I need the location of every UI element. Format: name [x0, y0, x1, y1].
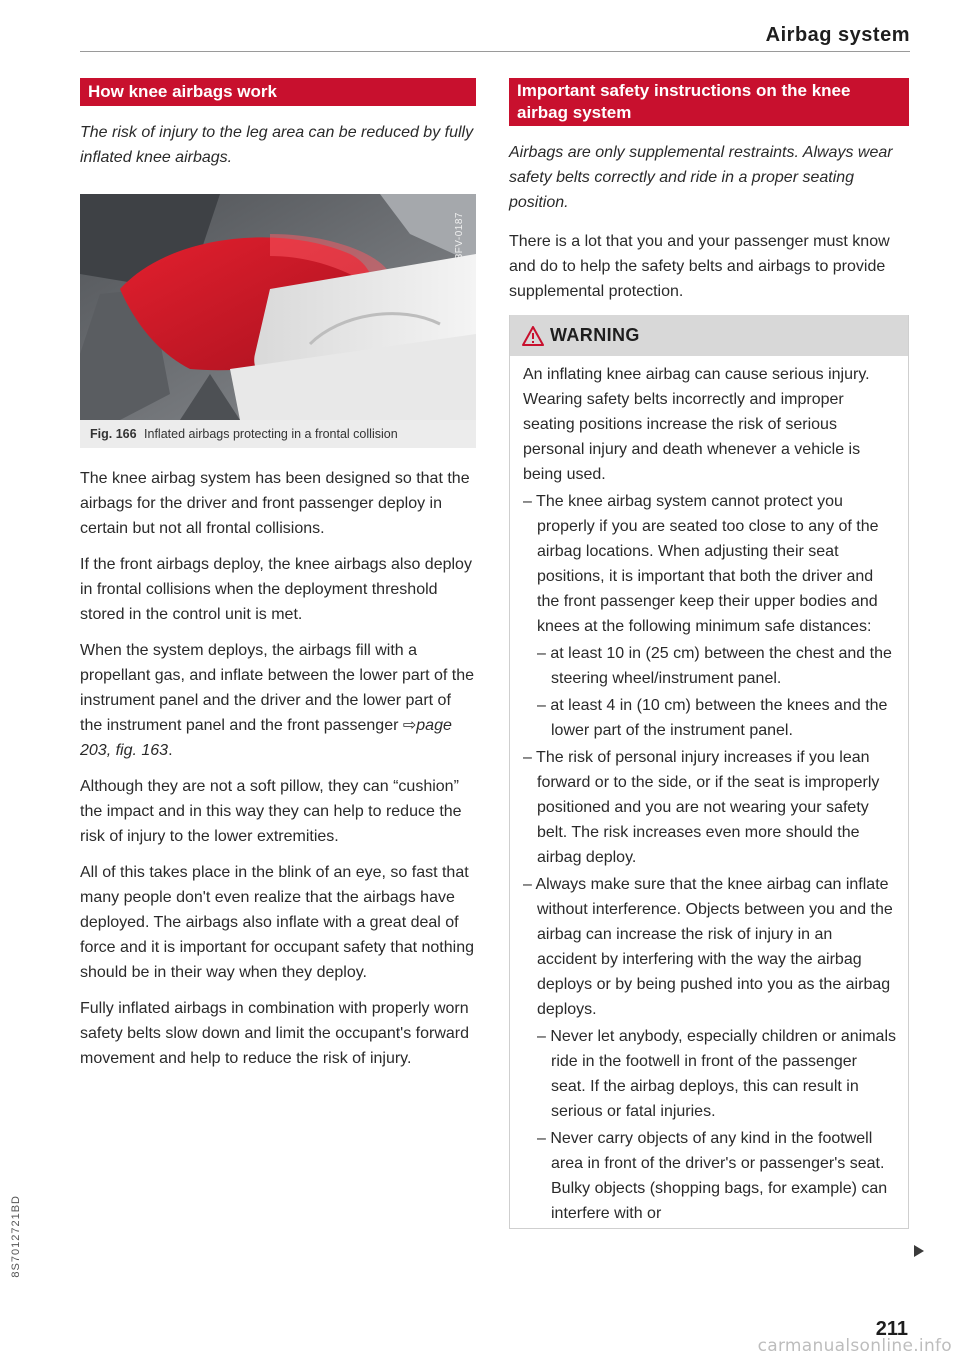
warning-bullet: – The knee airbag system cannot protect you properly if you are seated too close to any of the airbag locations. When adjusting their seat positions, it is important that both the driver and the front passenger keep their upper bodies and knees at the following minimum safe distances:: [523, 493, 879, 635]
section-intro: Airbags are only supplemental restraints. Always wear safety belts correctly and ride in a proper seating position.: [509, 144, 893, 211]
warning-body: [510, 356, 908, 1226]
paragraph: Fully inflated airbags in combination with properly worn safety belts slow down and limit the occupant's forward movement and help to reduce the risk of injury.: [80, 1000, 470, 1067]
right-column: [509, 78, 909, 1229]
paragraph-text: When the system deploys, the airbags fill with a propellant gas, and inflate between the lower part of the instrument panel and the driver and the lower part of the instrument panel and the front passenger: [80, 642, 475, 734]
warning-subbullet: – Never let anybody, especially children or animals ride in the footwell in front of the passenger seat. If the airbag deploys, this can result in serious or fatal injuries.: [537, 1028, 896, 1120]
paragraph: The knee airbag system has been designed so that the airbags for the driver and front passenger deploy in certain but not all frontal collisions.: [80, 470, 470, 537]
cross-reference-arrow-icon: ⇨: [402, 717, 417, 734]
document-code: 8S7012721BD: [10, 1195, 22, 1278]
paragraph-end: .: [168, 742, 173, 759]
figure-caption: [80, 420, 476, 448]
warning-triangle-icon: [522, 326, 544, 346]
figure-label: Fig. 166: [90, 427, 137, 441]
warning-subbullet: – at least 4 in (10 cm) between the knees and the lower part of the instrument panel.: [537, 697, 888, 739]
warning-lead: An inflating knee airbag can cause serious injury. Wearing safety belts incorrectly and improper seating positions increase the risk of serious personal injury and death whenever a vehicle is being used.: [523, 366, 870, 483]
continue-arrow-icon: [914, 1245, 924, 1257]
section-heading-knee-airbags: How knee airbags work: [80, 78, 476, 106]
cross-reference-link[interactable]: page 203, fig. 163: [80, 717, 452, 759]
airbag-figure: [80, 194, 476, 420]
running-header: Airbag system: [765, 24, 910, 46]
paragraph: All of this takes place in the blink of an eye, so fast that many people don't even realize that the airbags have deployed. The airbags also inflate with a great deal of force and it is important for occupant safety that nothing should be in their way when they deploy.: [80, 864, 474, 981]
warning-subbullet: – at least 10 in (25 cm) between the chest and the steering wheel/instrument panel.: [537, 645, 892, 687]
paragraph: There is a lot that you and your passenger must know and do to help the safety belts and airbags to provide supplemental protection.: [509, 233, 890, 300]
section-heading-safety-instructions: Important safety instructions on the knee airbag system: [509, 78, 909, 126]
page-number: 211: [875, 1318, 908, 1340]
figure-caption-text: Inflated airbags protecting in a frontal collision: [144, 427, 398, 441]
warning-bullet: – Always make sure that the knee airbag can inflate without interference. Objects between you and the airbag can increase the risk of injury in an accident by interfering with the way the airbag deploys or by being pushed into you as the airbag deploys.: [523, 876, 893, 1018]
header-rule: [80, 51, 910, 52]
warning-bullet: – The risk of personal injury increases if you lean forward or to the side, or if the seat is improperly positioned and you are not wearing your safety belt. The risk increases even more should the airbag deploy.: [523, 749, 880, 866]
airbag-illustration: [80, 194, 476, 420]
section-intro: The risk of injury to the leg area can be reduced by fully inflated knee airbags.: [80, 124, 474, 166]
watermark: carmanualsonline.info: [757, 1336, 952, 1356]
warning-box: [509, 315, 909, 1229]
paragraph: Although they are not a soft pillow, they can “cushion” the impact and in this way they can help to reduce the risk of injury to the lower extremities.: [80, 778, 462, 845]
figure-code: 8FV-0187: [454, 212, 465, 260]
paragraph: If the front airbags deploy, the knee airbags also deploy in frontal collisions when the deployment threshold stored in the control unit is met.: [80, 556, 472, 623]
warning-header: [510, 315, 908, 356]
warning-title: WARNING: [550, 325, 640, 345]
warning-subbullet: – Never carry objects of any kind in the footwell area in front of the driver's or passenger's seat. Bulky objects (shopping bags, for example) can interfere with or: [537, 1130, 888, 1222]
left-column: [80, 78, 476, 1082]
paragraph-with-reference: [80, 638, 476, 763]
